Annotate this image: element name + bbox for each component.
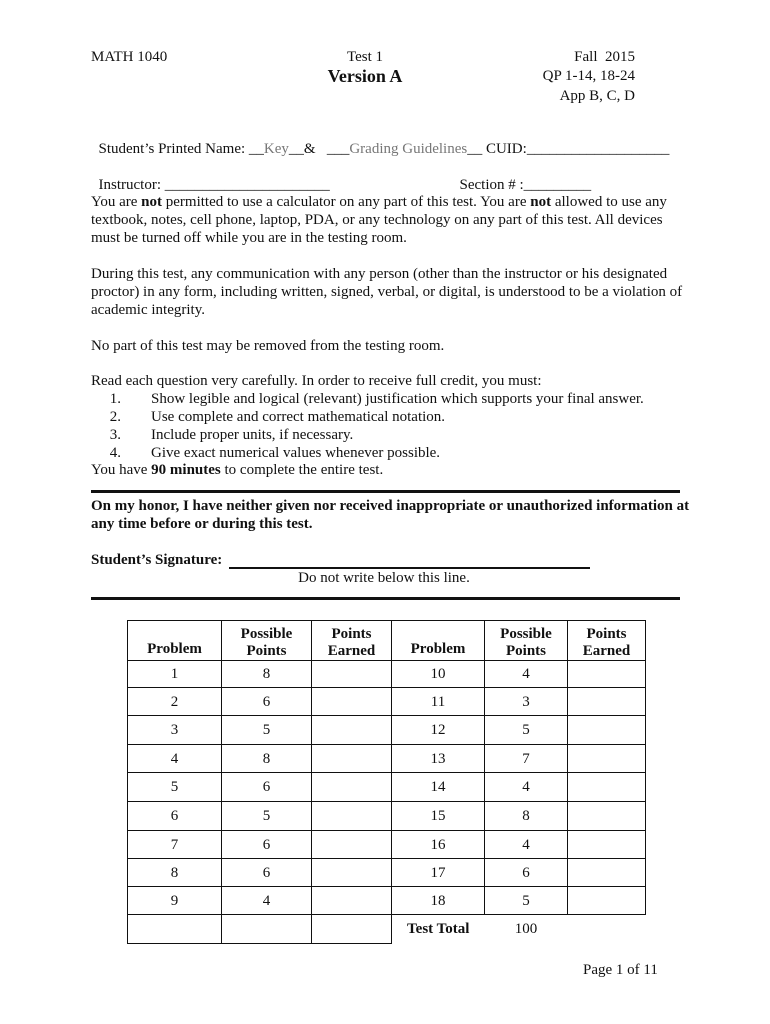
section-blank[interactable]: _________ (523, 177, 592, 193)
appendices: App B, C, D (559, 88, 635, 104)
score-table-header (128, 621, 646, 661)
signature-label: Student’s Signature: (91, 552, 223, 568)
possible-points-cell: 5 (222, 802, 312, 831)
test-total-earned[interactable] (568, 915, 646, 944)
p1-text-a: You are (91, 194, 142, 210)
instruction-number: 2. (109, 409, 121, 425)
test-version: Version A (327, 66, 403, 86)
col-header-problem: Problem (128, 621, 222, 661)
points-earned-cell[interactable] (568, 661, 646, 688)
instruction-item (91, 426, 691, 444)
time-minutes: 90 minutes (151, 462, 221, 478)
problem-cell: 4 (128, 745, 222, 773)
col-header-possible: Possible Points (222, 621, 312, 661)
possible-points-cell: 6 (222, 688, 312, 716)
problem-cell: 6 (128, 802, 222, 831)
points-earned-cell[interactable] (568, 745, 646, 773)
problem-cell: 15 (392, 802, 485, 831)
problem-cell: 18 (392, 887, 485, 915)
communication-policy-paragraph: During this test, any communication with any person (other than the instructor or his designated proctor) in any form, including written, signed, verbal, or digital, is understood to be a violation of academic integrity. (91, 266, 683, 318)
problem-cell: 12 (392, 716, 485, 745)
possible-points-cell: 7 (485, 745, 568, 773)
possible-points-cell: 3 (485, 688, 568, 716)
points-earned-cell[interactable] (568, 688, 646, 716)
points-earned-cell[interactable] (568, 802, 646, 831)
problem-cell: 7 (128, 831, 222, 859)
instruction-number: 1. (109, 391, 121, 407)
points-earned-cell[interactable] (312, 716, 392, 745)
question-pool: QP 1-14, 18-24 (542, 68, 635, 84)
possible-points-cell: 6 (222, 773, 312, 802)
do-not-write-note: Do not write below this line. (298, 570, 470, 586)
problem-cell: 1 (128, 661, 222, 688)
test-total-value: 100 (485, 915, 568, 944)
test-number: Test 1 (346, 49, 384, 65)
points-earned-total-cell[interactable] (312, 915, 392, 944)
name-suffix: __ (467, 141, 483, 157)
p1-not-1: not (141, 194, 162, 210)
test-total-label: Test Total (392, 915, 485, 944)
cuid-label: CUID: (482, 141, 527, 157)
points-earned-cell[interactable] (568, 831, 646, 859)
possible-points-cell: 4 (485, 831, 568, 859)
possible-points-cell: 8 (485, 802, 568, 831)
student-name-label: Student’s Printed Name: (98, 141, 249, 157)
instruction-text: Include proper units, if necessary. (151, 427, 354, 443)
col-header-possible: Possible Points (485, 621, 568, 661)
cuid-blank[interactable]: ___________________ (526, 141, 670, 157)
table-row (128, 716, 646, 745)
honor-statement: On my honor, I have neither given nor received inappropriate or unauthorized information at any time before or during this test. (91, 498, 690, 532)
points-earned-cell[interactable] (568, 859, 646, 887)
points-earned-cell[interactable] (312, 831, 392, 859)
instructions-list (91, 390, 691, 462)
table-row (128, 661, 646, 688)
instruction-text: Show legible and logical (relevant) justification which supports your final answer. (151, 391, 644, 407)
page-number: Page 1 of 11 (583, 962, 658, 978)
table-row (128, 859, 646, 887)
points-earned-cell[interactable] (312, 887, 392, 915)
instruction-text: Use complete and correct mathematical notation. (151, 409, 446, 425)
instruction-text: Give exact numerical values whenever possible. (151, 445, 441, 461)
problem-cell: 9 (128, 887, 222, 915)
points-earned-total-cell (128, 915, 222, 944)
p1-text-b: permitted to use a calculator on any part of this test. You are (162, 194, 531, 210)
points-earned-total-cell (222, 915, 312, 944)
removal-policy-paragraph: No part of this test may be removed from the testing room. (91, 338, 445, 354)
possible-points-cell: 5 (485, 716, 568, 745)
table-row (128, 831, 646, 859)
possible-points-cell: 5 (222, 716, 312, 745)
possible-points-cell: 4 (222, 887, 312, 915)
col-header-problem: Problem (392, 621, 485, 661)
points-earned-cell[interactable] (312, 802, 392, 831)
term: Fall 2015 (574, 49, 635, 65)
col-header-earned: Points Earned (568, 621, 646, 661)
table-row (128, 887, 646, 915)
points-earned-cell[interactable] (568, 773, 646, 802)
problem-cell: 8 (128, 859, 222, 887)
name-mid: __& ___ (288, 141, 350, 157)
problem-cell: 17 (392, 859, 485, 887)
score-table (127, 620, 646, 944)
instructor-blank[interactable]: ______________________ (164, 177, 330, 193)
problem-cell: 13 (392, 745, 485, 773)
problem-cell: 10 (392, 661, 485, 688)
student-name-line (91, 122, 669, 158)
problem-cell: 14 (392, 773, 485, 802)
name-key: Key (263, 141, 289, 157)
possible-points-cell: 8 (222, 745, 312, 773)
problem-cell: 2 (128, 688, 222, 716)
possible-points-cell: 6 (222, 831, 312, 859)
possible-points-cell: 8 (222, 661, 312, 688)
possible-points-cell: 6 (485, 859, 568, 887)
divider-bottom (91, 597, 680, 600)
time-limit (91, 461, 383, 479)
possible-points-cell: 4 (485, 661, 568, 688)
course-code: MATH 1040 (91, 49, 168, 65)
section-line (452, 158, 591, 194)
section-label: Section # : (459, 177, 524, 193)
name-prefix: __ (248, 141, 264, 157)
points-earned-cell[interactable] (312, 859, 392, 887)
instructor-line (91, 158, 330, 194)
problem-cell: 3 (128, 716, 222, 745)
name-guidelines: Grading Guidelines (349, 141, 468, 157)
table-row-total (128, 915, 646, 944)
table-row (128, 802, 646, 831)
col-header-earned: Points Earned (312, 621, 392, 661)
points-earned-cell[interactable] (312, 773, 392, 802)
table-row (128, 688, 646, 716)
instruction-item (91, 444, 691, 462)
points-earned-cell[interactable] (312, 661, 392, 688)
instruction-number: 4. (109, 445, 121, 461)
p1-not-2: not (530, 194, 552, 210)
instruction-item (91, 408, 691, 426)
possible-points-cell: 4 (485, 773, 568, 802)
table-row (128, 773, 646, 802)
p1-text-c: allowed to use any textbook, notes, cell phone, laptop, PDA, or any technology on any part of this test. All devices must be turned off while you are in the testing room. (91, 194, 667, 246)
possible-points-cell: 6 (222, 859, 312, 887)
problem-cell: 16 (392, 831, 485, 859)
instruction-number: 3. (109, 427, 121, 443)
points-earned-cell[interactable] (312, 688, 392, 716)
instruction-item (91, 390, 691, 408)
table-row (128, 745, 646, 773)
points-earned-cell[interactable] (568, 887, 646, 915)
problem-cell: 11 (392, 688, 485, 716)
instructor-label: Instructor: (98, 177, 165, 193)
time-text-a: You have (91, 462, 152, 478)
divider-top (91, 490, 680, 493)
time-text-b: to complete the entire test. (220, 462, 384, 478)
points-earned-cell[interactable] (312, 745, 392, 773)
possible-points-cell: 5 (485, 887, 568, 915)
calculator-policy-paragraph (91, 193, 691, 247)
instructions-intro: Read each question very carefully. In order to receive full credit, you must: (91, 373, 542, 389)
points-earned-cell[interactable] (568, 716, 646, 745)
problem-cell: 5 (128, 773, 222, 802)
